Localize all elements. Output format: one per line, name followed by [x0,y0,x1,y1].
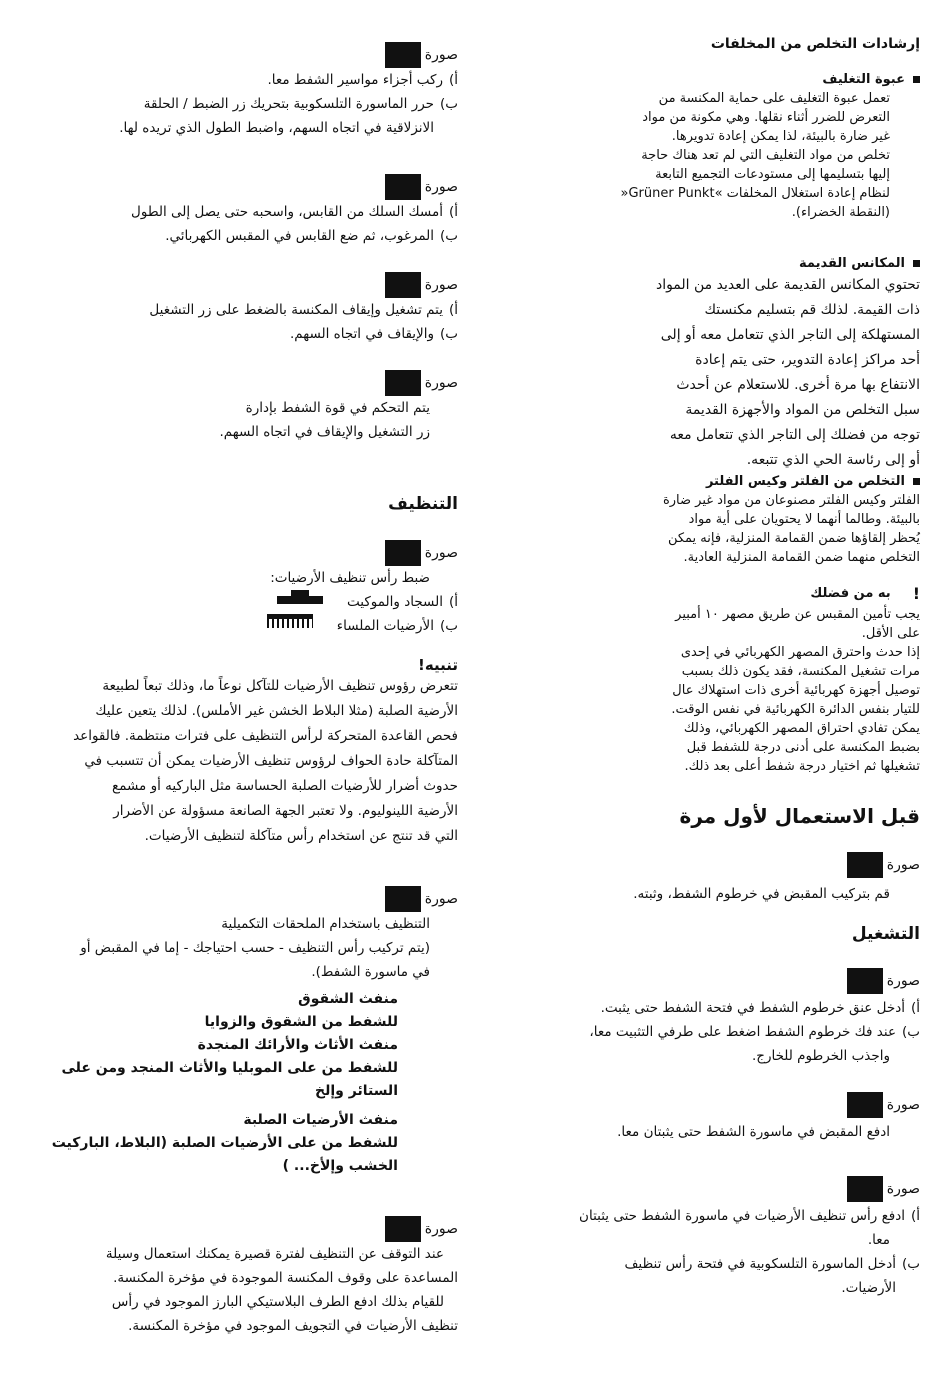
upholstery-title: منفث الأثاث والأرائك المنجدة [197,1037,398,1053]
old-vacuums-section [575,256,920,473]
figure-number-box [385,370,421,396]
figure-label: صورة [886,1181,920,1197]
right-fig3: صورة ادفع المقبض في ماسورة الشفط حتى يثبتان معا. [575,1092,920,1144]
figure-number-box [847,852,883,878]
figure-label: صورة [886,857,920,873]
right-fig2: صورة أ) أدخل عنق خرطوم الشفط في فتحة الشفط حتى يثبت. ب) عند فك خرطوم الشفط اضغط على طرفي التثبيت معا، واجذب الخرطوم للخارج. [575,968,920,1068]
left-fig2: صورة أ) أمسك السلك من القابس، واسحبه حتى يصل إلى الطول ب) المرغوب، ثم ضع القابس في المقبس الكهربائي. [30,174,458,248]
old-vacuums-text: تحتوي المكانس القديمة على العديد من المواد ذات القيمة. لذلك قم بتسليم مكنستك المستهلكة إلى التاجر الذي تتعامل معه أو إلى أحد مراكز إعادة التدوير، حتى يتم إعادة الانتفاع بها مرة أخرى. للاستعلام عن أحدث سبل التخلص من المواد والأجهزة القديمة توجه من فضلك إلى التاجر الذي تتعامل معه أو إلى رئاسة الحي الذي تتبعه. [655,277,920,468]
bullet-icon [913,260,920,267]
figure-number-box [385,42,421,68]
figure-number-box [385,540,421,566]
figure-number-box [847,968,883,994]
figure-label: صورة [424,891,458,907]
warning-section [30,656,458,849]
left-fig3: صورة أ) يتم تشغيل وإيقاف المكنسة بالضغط على زر التشغيل ب) والإيقاف في اتجاه السهم. [30,272,458,346]
operation-heading: التشغيل [851,924,920,944]
right-fig1 [575,852,920,906]
figure-number-box [385,272,421,298]
bullet-icon [913,478,920,485]
figure-label: صورة [424,375,458,391]
exclamation-icon: ! [912,584,920,603]
packaging-heading: عبوة التغليف [822,72,905,87]
figure-number-box [385,1216,421,1242]
note-heading: به من فضلك [810,586,891,601]
filter-heading: التخلص من الفلتر وكيس الفلتر [705,474,905,489]
before-first-use-heading: قبل الاستعمال لأول مرة [679,804,920,828]
carpet-brush-icon [277,590,323,604]
figure-label: صورة [424,179,458,195]
left-fig4: صورة يتم التحكم في قوة الشفط بإدارة زر التشغيل والإيقاف في اتجاه السهم. [30,370,458,444]
bullet-icon [913,76,920,83]
figure-label: صورة [424,1221,458,1237]
left-fig1: صورة أ) ركب أجزاء مواسير الشفط معا. ب) حرر الماسورة التلسكوبية بتحريك زر الضبط / الحلقة الانزلاقية في اتجاه السهم، واضبط الطول الذي تريده لها. [30,42,458,140]
filter-disposal-section [575,474,920,567]
warning-text: تتعرض رؤوس تنظيف الأرضيات للتآكل نوعاً ما، وذلك تبعاً لطبيعة الأرضية الصلبة (مثلا البلاط الخشن غير الأملس). لذلك يتعين عليك فحص القاعدة المتحركة لرأس التنظيف على فترات منتظمة. فالقواعد المتآكلة حادة الحواف لرؤوس تنظيف الأرضيات يمكن أن تتسبب في حدوث أضرار للأرضيات الصلبة الحساسة مثل الباركيه أو مشمع الأرضية اللينوليوم. ولا تعتبر الجهة الصانعة مسؤولة عن الأضرار التي قد تنتج عن استخدام رأس متآكلة لتنظيف الأرضيات. [73,678,458,844]
note-text: يجب تأمين المقبس عن طريق مصهر ١٠ أمبير على الأقل. إذا حدث واحترق المصهر الكهربائي في إحدى مرات تشغيل المكنسة، فقد يكون ذلك بسبب توصيل أجهزة كهربائية أخرى ذات استهلاك عال للتيار بنفس الدائرة الكهربائية في نفس الوقت. يمكن تفادي احتراق المصهر الكهربائي، وذلك بضبط المكنسة على أدنى درجة للشفط قبل تشغيلها ثم اختيار درجة شفط أعلى بعد ذلك. [671,607,920,774]
figure-label: صورة [424,47,458,63]
warning-heading: تنبيه! [418,656,458,674]
old-vacuums-heading: المكانس القديمة [799,256,905,271]
left-fig7: صورة عند التوقف عن التنظيف لفترة قصيرة يمكنك استعمال وسيلة المساعدة على وقوف المكنسة الموجودة في مؤخرة المكنسة. للقيام بذلك ادفع الطرف البلاستيكي البارز الموجود في رأس تنظيف الأرضيات في التجويف الموجود في مؤخرة المكنسة. [30,1216,458,1338]
figure-number-box [385,174,421,200]
figure-label: صورة [886,1097,920,1113]
figure-label: صورة [424,277,458,293]
crevice-title: منفث الشقوق [298,991,398,1007]
left-fig6: صورة التنظيف باستخدام الملحقات التكميلية (يتم تركيب رأس التنظيف - حسب احتياجك - إما في المقبض أو في ماسورة الشفط). منفث الشقوق للشفط من الشقوق والزوايا منفث الأثاث والأرائك المنجدة للشفط من على الموبليا والأثاث المنجد ومن على الستائر وإلخ منفث الأرضيات الصلبة للشفط من على الأرضيات الصلبة (البلاط، الباركيت الخشب وإلأخ... ) [30,886,458,1178]
cleaning-heading: التنظيف [388,494,458,514]
note-section [575,584,920,776]
filter-text: الفلتر وكيس الفلتر مصنوعان من مواد غير ضارة بالبيئة. وطالما أنهما لا يحتويان على أية مواد يُحظر إلقاؤها ضمن القمامة المنزلية، فإنه يمكن التخلص منهما ضمن القمامة المنزلية العادية. [662,493,920,565]
figure-label: صورة [424,545,458,561]
packaging-text: تعمل عبوة التغليف على حماية المكنسة من التعرض للضرر أثناء نقلها. وهي مكونة من مواد غير ضارة بالبيئة، لذا يمكن إعادة تدويرها. تخلص من مواد التغليف التي لم تعد هناك حاجة إليها بتسليمها إلى مستودعات التجميع التابعة لنظام إعادة استغلال المخلفات »Grüner Punkt« (النقطة الخضراء). [620,91,890,220]
figure-number-box [847,1176,883,1202]
disposal-title: إرشادات التخلص من المخلفات [710,36,920,52]
packaging-section [575,72,920,222]
figure-number-box [385,886,421,912]
fig1-text: قم بتركيب المقبض في خرطوم الشفط، وثبته. [633,886,890,902]
hard-floor-title: منفث الأرضيات الصلبة [243,1112,398,1128]
smooth-floor-brush-icon [267,614,313,628]
right-fig4: صورة أ) ادفع رأس تنظيف الأرضيات في ماسورة الشفط حتى يثبتان معا. ب) أدخل الماسورة التلسكوبية في فتحة رأس تنظيف الأرضيات. [575,1176,920,1300]
accessories-list: منفث الشقوق للشفط من الشقوق والزوايا منفث الأثاث والأرائك المنجدة للشفط من على الموبليا والأثاث المنجد ومن على الستائر وإلخ منفث الأرضيات الصلبة للشفط من على الأرضيات الصلبة (البلاط، الباركيت الخشب وإلأخ... ) [30,988,398,1178]
figure-label: صورة [886,973,920,989]
figure-number-box [847,1092,883,1118]
left-fig5: صورة ضبط رأس تنظيف الأرضيات: أ) السجاد والموكيت ب) الأرضيات الملساء [30,540,458,638]
